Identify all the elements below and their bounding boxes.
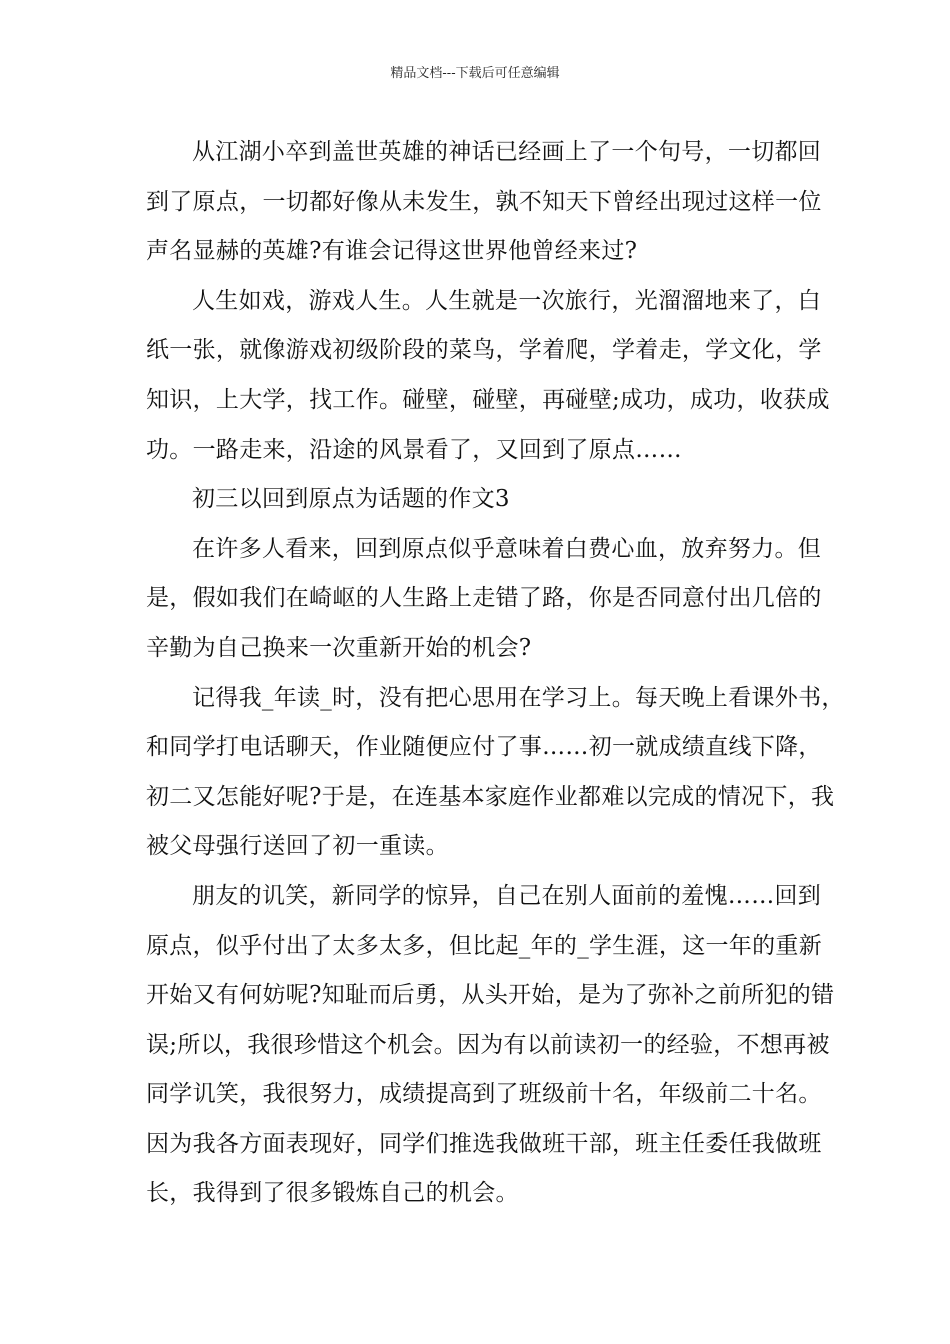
page-header: 精品文档---下载后可任意编辑	[390, 66, 560, 81]
text-line: 同学讥笑，我很努力，成绩提高到了班级前十名，年级前二十名。	[146, 1081, 822, 1108]
text-line: 功。一路走来，沿途的风景看了，又回到了原点……	[146, 436, 682, 463]
text-line: 开始又有何妨呢?知耻而后勇，从头开始，是为了弥补之前所犯的错	[146, 982, 835, 1009]
text-line: 原点，似乎付出了太多太多，但比起_年的_学生涯，这一年的重新	[146, 932, 822, 959]
paragraph	[146, 674, 845, 872]
text-line: 声名显赫的英雄?有谁会记得这世界他曾经来过?	[146, 238, 638, 265]
text-line: 辛勤为自己换来一次重新开始的机会?	[146, 634, 532, 661]
text-line: 初三以回到原点为话题的作文3	[192, 486, 510, 513]
text-line: 因为我各方面表现好，同学们推选我做班干部，班主任委任我做班	[146, 1130, 822, 1157]
text-line: 被父母强行送回了初一重读。	[146, 833, 449, 860]
text-line: 人生如戏，游戏人生。人生就是一次旅行，光溜溜地来了，白	[192, 287, 822, 314]
text-line: 知识，上大学，找工作。碰壁，碰壁，再碰壁;成功，成功，收获成	[146, 386, 830, 413]
text-line: 从江湖小卒到盖世英雄的神话已经画上了一个句号，一切都回	[192, 139, 822, 165]
text-line: 到了原点，一切都好像从未发生，孰不知天下曾经出现过这样一位	[146, 188, 822, 215]
text-line: 朋友的讥笑，新同学的惊异，自己在别人面前的羞愧……回到	[192, 882, 822, 909]
section-heading	[146, 475, 832, 525]
document-body	[146, 128, 845, 1219]
paragraph	[146, 525, 832, 674]
text-line: 长，我得到了很多锻炼自己的机会。	[146, 1180, 519, 1207]
paragraph	[146, 277, 832, 475]
paragraph	[146, 128, 832, 277]
text-line: 在许多人看来，回到原点似乎意味着白费心血，放弃努力。但	[192, 535, 822, 562]
text-line: 和同学打电话聊天，作业随便应付了事……初一就成绩直线下降，	[146, 734, 822, 761]
paragraph	[146, 872, 835, 1219]
text-line: 记得我_年读_时，没有把心思用在学习上。每天晚上看课外书，	[192, 684, 845, 711]
text-line: 是，假如我们在崎岖的人生路上走错了路，你是否同意付出几倍的	[146, 585, 822, 612]
text-line: 初二又怎能好呢?于是，在连基本家庭作业都难以完成的情况下，我	[146, 783, 835, 810]
text-line: 误;所以，我很珍惜这个机会。因为有以前读初一的经验，不想再被	[146, 1031, 830, 1058]
text-line: 纸一张，就像游戏初级阶段的菜鸟，学着爬，学着走，学文化，学	[146, 337, 822, 364]
